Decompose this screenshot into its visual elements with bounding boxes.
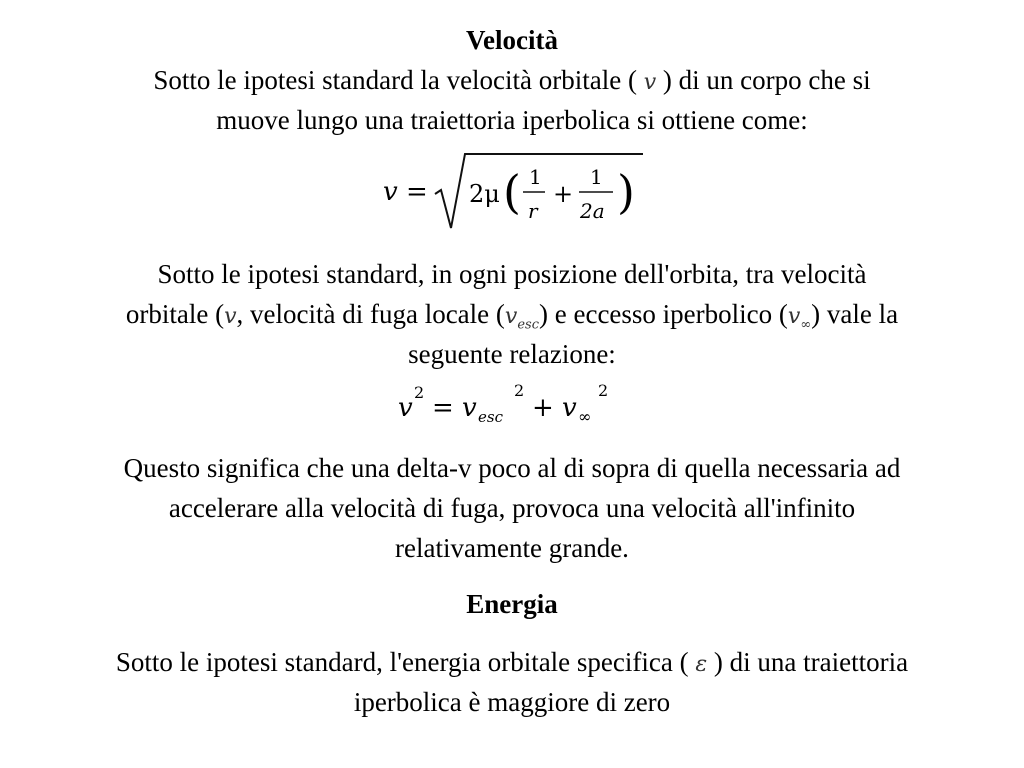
symbol-v-orbital: v xyxy=(224,304,237,329)
rel-plus: + xyxy=(532,393,554,423)
velocity-formula-svg xyxy=(377,148,647,236)
formula-num1: 1 xyxy=(529,165,542,189)
velocity-paragraph-line-1: Sotto le ipotesi standard la velocità orbitale ( v ) di un corpo che si xyxy=(0,60,1024,103)
relation-formula-svg xyxy=(392,378,632,426)
velocity-paragraph-line-2: muove lungo una traiettoria iperbolica si ottiene come: xyxy=(216,105,808,135)
formula-two-mu: 2μ xyxy=(469,180,500,208)
relation-paragraph-line-2: orbitale (v, velocità di fuga locale $(v_{esc})$ e eccesso iperbolico $(v_\infty)$ vale la xyxy=(0,294,1024,345)
symbol-epsilon: ε xyxy=(695,652,708,677)
rel-vinf-sub: ∞ xyxy=(578,407,592,426)
symbol-v: v xyxy=(643,70,657,95)
formula-plus: + xyxy=(553,180,574,208)
rel-vesc: v xyxy=(462,393,477,423)
relation-formula xyxy=(0,378,1024,426)
velocity-heading: Velocità xyxy=(466,25,558,55)
rel-v: v xyxy=(398,393,413,423)
energy-paragraph-line-1: Sotto le ipotesi standard, l'energia orbitale specifica ( ε ) di una traiettoria xyxy=(0,642,1024,685)
relation-paragraph-line-1: Sotto le ipotesi standard, in ogni posizione dell'orbita, tra velocità xyxy=(157,259,867,289)
symbol-v-esc: $v_{esc}$ xyxy=(504,304,539,333)
rel-eq: = xyxy=(432,393,454,423)
significance-paragraph-line-1: Questo significa che una delta-v poco al di sopra di quella necessaria ad xyxy=(123,453,901,483)
significance-paragraph-line-2: accelerare alla velocità di fuga, provoca una velocità all'infinito xyxy=(168,493,856,523)
rel-sq1: 2 xyxy=(414,383,425,402)
rel-vinf: v xyxy=(562,393,577,423)
velocity-formula xyxy=(0,148,1024,236)
significance-paragraph-line-3: relativamente grande. xyxy=(395,533,629,563)
energy-paragraph-line-2: iperbolica è maggiore di zero xyxy=(353,687,671,717)
formula-left-paren: ( xyxy=(503,165,521,219)
rel-sq2: 2 xyxy=(514,381,525,400)
relation-paragraph-line-3: seguente relazione: xyxy=(408,339,616,369)
symbol-v-inf: $v_\infty$ xyxy=(787,304,812,333)
formula-den1: r xyxy=(528,199,538,223)
rel-sq3: 2 xyxy=(598,381,609,400)
formula-num2: 1 xyxy=(590,165,603,189)
energy-heading: Energia xyxy=(466,589,558,619)
formula-right-paren: ) xyxy=(617,165,635,219)
formula-den2: 2a xyxy=(580,199,605,223)
formula-lhs: v = xyxy=(383,177,428,207)
rel-vesc-sub: esc xyxy=(478,408,503,426)
